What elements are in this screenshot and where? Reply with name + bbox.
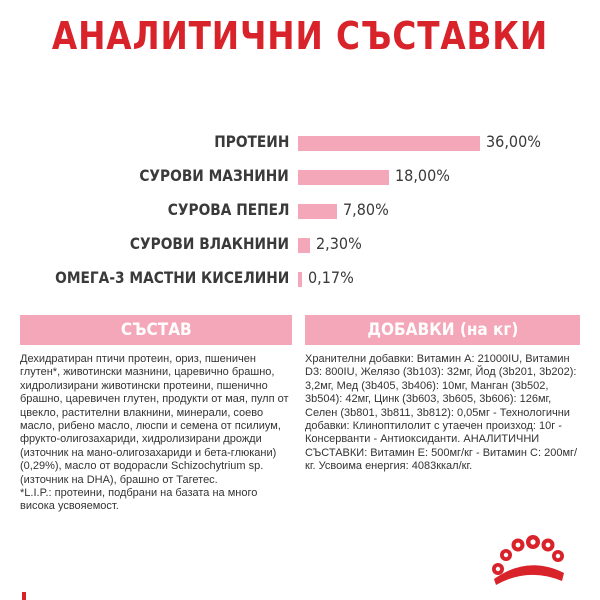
chart-bar bbox=[298, 170, 389, 185]
chart-category-label: СУРОВИ ВЛАКНИНИ bbox=[129, 234, 289, 253]
chart-bar bbox=[298, 272, 302, 287]
chart-row bbox=[0, 164, 600, 190]
chart-bar bbox=[298, 136, 480, 151]
composition-heading: СЪСТАВ bbox=[20, 315, 292, 345]
chart-category-label: СУРОВИ МАЗНИНИ bbox=[139, 166, 289, 185]
composition-note: *L.I.P.: протеини, подбрани на базата на много висока усвояемост. bbox=[20, 487, 258, 513]
additives-body: Хранителни добавки: Витамин А: 21000IU, Витамин D3: 800IU, Желязо (3b103): 32мг, Йод (3b201, 3b202): 3,2мг, Мед (3b405, 3b406): 10мг, Манган (3b502, 3b504): 42мг, Цинк (3b603, 3b605, 3b606): 126мг, Селен (3b801, 3b811, 3b812): 0,05мг - Технологични добавки: Клиноптилолит с утаечен произход: 10г - Консерванти - Антиоксиданти. АНАЛИТИЧНИ СЪСТАВКИ: Витамин Е: 500мг/кг - Витамин С: 200мг/кг. Усвоима енергия: 4083ккал/кг. bbox=[305, 353, 578, 473]
chart-row bbox=[0, 266, 600, 292]
chart-category-label: СУРОВА ПЕПЕЛ bbox=[167, 200, 289, 219]
chart-row bbox=[0, 198, 600, 224]
chart-value-label: 2,30% bbox=[315, 234, 362, 253]
composition-body: Дехидратиран птичи протеин, ориз, пшеничен глутен*, животински мазнини, царевично брашно, хидролизирани животински протеини, пшенично брашно, царевичен глутен, продукти от мая, пулп от цвекло, растителни влакнини, минерали, соево масло, рибено масло, люспи и семена от псилиум, фрукто-олигозахариди, хидролизирани дрожди (източник на мано-олигозахариди и бета-глюкани) (0,29%), масло от водорасли Schizochytrium sp. (източник на DHA), брашно от Тагетес. bbox=[20, 353, 289, 486]
royal-canin-crown-icon bbox=[488, 525, 566, 585]
additives-heading: ДОБАВКИ (на кг) bbox=[305, 315, 580, 345]
additives-text bbox=[305, 353, 580, 474]
composition-text bbox=[20, 353, 292, 514]
chart-category-label: ПРОТЕИН bbox=[213, 132, 289, 151]
chart-row bbox=[0, 232, 600, 258]
chart-bar bbox=[298, 238, 310, 253]
chart-value-label: 36,00% bbox=[486, 132, 541, 151]
chart-value-label: 18,00% bbox=[395, 166, 450, 185]
footer-mark bbox=[22, 592, 26, 600]
analytical-constituents-chart bbox=[0, 130, 600, 300]
chart-value-label: 7,80% bbox=[343, 200, 390, 219]
chart-category-label: ОМЕГА-3 МАСТНИ КИСЕЛИНИ bbox=[54, 268, 289, 287]
chart-bar bbox=[298, 204, 337, 219]
page-title: АНАЛИТИЧНИ СЪСТАВКИ bbox=[51, 14, 549, 58]
chart-row bbox=[0, 130, 600, 156]
chart-value-label: 0,17% bbox=[308, 268, 354, 287]
